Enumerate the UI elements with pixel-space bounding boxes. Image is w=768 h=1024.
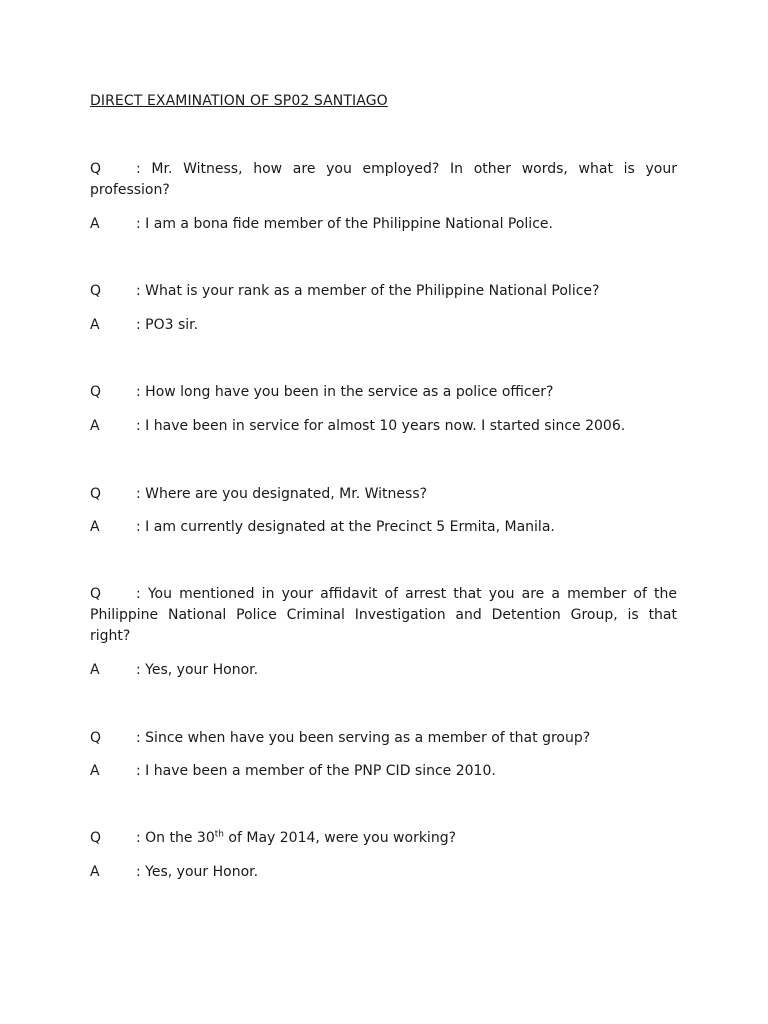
answer-4	[90, 517, 677, 538]
question-label: Q	[90, 730, 102, 746]
question-5-line-3: right?	[90, 628, 131, 644]
question-1-line-1	[90, 159, 677, 180]
question-1-text: : Mr. Witness, how are you employed? In other words, what is your	[136, 161, 677, 177]
answer-6-text: : I have been a member of the PNP CID since 2010.	[136, 763, 496, 779]
answer-1	[90, 214, 677, 235]
answer-1-text: : I am a bona fide member of the Philippine National Police.	[136, 216, 553, 232]
answer-5-text: : Yes, your Honor.	[136, 662, 259, 678]
question-7-text-end: of May 2014, were you working?	[223, 830, 457, 846]
question-label: Q	[90, 384, 102, 400]
answer-4-text: : I am currently designated at the Precinct 5 Ermita, Manila.	[136, 519, 555, 535]
answer-label: A	[90, 418, 100, 434]
answer-label: A	[90, 519, 100, 535]
question-5-line-2: Philippine National Police Criminal Investigation and Detention Group, is that	[90, 607, 677, 623]
answer-7	[90, 862, 677, 883]
ordinal-suffix: th	[214, 829, 224, 840]
question-2-text: : What is your rank as a member of the Philippine National Police?	[136, 283, 600, 299]
answer-3-text: : I have been in service for almost 10 years now. I started since 2006.	[136, 418, 626, 434]
question-label: Q	[90, 161, 102, 177]
question-label: Q	[90, 283, 102, 299]
question-label: Q	[90, 486, 102, 502]
answer-6	[90, 761, 677, 782]
question-3	[90, 382, 677, 403]
question-7	[90, 828, 677, 849]
answer-label: A	[90, 763, 100, 779]
answer-5	[90, 660, 677, 681]
answer-7-text: : Yes, your Honor.	[136, 864, 259, 880]
answer-2-text: : PO3 sir.	[136, 317, 199, 333]
question-7-text-start: : On the 30	[136, 830, 215, 846]
answer-label: A	[90, 216, 100, 232]
question-5-line-1	[90, 584, 677, 605]
answer-2	[90, 315, 677, 336]
answer-label: A	[90, 317, 100, 333]
question-label: Q	[90, 830, 102, 846]
question-3-text: : How long have you been in the service as a police officer?	[136, 384, 554, 400]
question-2	[90, 281, 677, 302]
document-title: DIRECT EXAMINATION OF SP02 SANTIAGO	[90, 93, 388, 109]
question-label: Q	[90, 586, 102, 602]
question-4-text: : Where are you designated, Mr. Witness?	[136, 486, 428, 502]
question-5-text: : You mentioned in your affidavit of arrest that you are a member of the	[136, 586, 677, 602]
answer-label: A	[90, 864, 100, 880]
answer-label: A	[90, 662, 100, 678]
question-1-line-2: profession?	[90, 182, 170, 198]
question-4	[90, 484, 677, 505]
question-6	[90, 728, 677, 749]
question-6-text: : Since when have you been serving as a member of that group?	[136, 730, 591, 746]
answer-3	[90, 416, 677, 437]
